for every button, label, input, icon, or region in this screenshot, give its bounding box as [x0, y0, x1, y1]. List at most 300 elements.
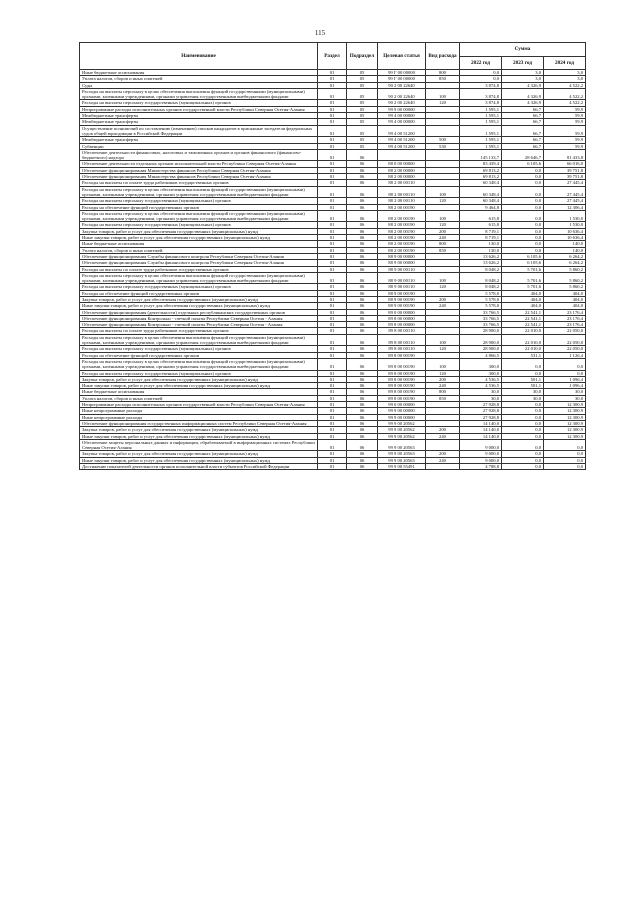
- cell-target: 88 2 00 00190: [378, 204, 426, 210]
- cell-target: 99 9 00 20562: [378, 433, 426, 439]
- cell-2022: 14 140,0: [460, 427, 502, 433]
- cell-name: Иные бюджетные ассигнования: [80, 389, 318, 395]
- cell-podrazdel: 06: [347, 334, 378, 346]
- cell-2023: 3,0: [502, 70, 544, 76]
- cell-2024: 0,0: [544, 464, 586, 470]
- cell-2023: 0,0: [502, 370, 544, 376]
- cell-2023: 6 105,6: [502, 161, 544, 167]
- cell-podrazdel: 06: [347, 180, 378, 186]
- cell-expense-type: 200: [426, 376, 460, 382]
- cell-target: 88 2 00 00190: [378, 210, 426, 222]
- cell-name: Иные закупки товаров, работ и услуг для обеспечения государственных (муниципальных) нужд: [80, 303, 318, 309]
- cell-2024: 59,9: [544, 125, 586, 137]
- cell-razdel: 01: [318, 457, 347, 463]
- cell-podrazdel: 06: [347, 370, 378, 376]
- cell-2023: 0,0: [502, 402, 544, 408]
- table-row: [80, 88, 586, 100]
- cell-podrazdel: 06: [347, 408, 378, 414]
- cell-2024: 27 445,4: [544, 180, 586, 186]
- cell-2024: 1 126,4: [544, 352, 586, 358]
- cell-2024: 23 176,4: [544, 309, 586, 315]
- cell-2022: 28 900,0: [460, 328, 502, 334]
- cell-podrazdel: 06: [347, 290, 378, 296]
- cell-expense-type: 200: [426, 427, 460, 433]
- cell-razdel: 01: [318, 228, 347, 234]
- cell-target: 89 0 00 00000: [378, 309, 426, 315]
- cell-2022: 5 578,0: [460, 303, 502, 309]
- cell-name: Расходы на выплаты персоналу в целях обеспечения выполнения функций государственными (муниципальными) органами, казенными учреждениями, органами управления государственными внебюджетными фондами: [80, 272, 318, 284]
- cell-razdel: 01: [318, 272, 347, 284]
- cell-2022: 14 140,0: [460, 433, 502, 439]
- cell-2024: 22 050,0: [544, 334, 586, 346]
- table-body: [80, 70, 586, 470]
- cell-name: Достижение показателей деятельности органов исполнительной власти субъектов Российской Федерации: [80, 464, 318, 470]
- cell-2024: 23 176,4: [544, 315, 586, 321]
- cell-podrazdel: 05: [347, 143, 378, 149]
- cell-name: Межбюджетные трансферты: [80, 113, 318, 119]
- cell-expense-type: 100: [426, 88, 460, 100]
- cell-razdel: 01: [318, 383, 347, 389]
- cell-expense-type: 100: [426, 358, 460, 370]
- cell-name: Обеспечение функционирования Министерства финансов Республики Северная Осетия-Алания: [80, 174, 318, 180]
- cell-podrazdel: 06: [347, 266, 378, 272]
- cell-podrazdel: 06: [347, 241, 378, 247]
- cell-2022: 615,8: [460, 210, 502, 222]
- cell-2024: 5 860,2: [544, 266, 586, 272]
- cell-2023: 22 010,0: [502, 334, 544, 346]
- cell-podrazdel: 06: [347, 420, 378, 426]
- cell-razdel: 01: [318, 303, 347, 309]
- cell-2023: 501,1: [502, 383, 544, 389]
- cell-2023: 531,1: [502, 352, 544, 358]
- cell-target: 88 9 00 00190: [378, 290, 426, 296]
- cell-razdel: 01: [318, 420, 347, 426]
- cell-2022: 28 900,0: [460, 346, 502, 352]
- cell-2024: 404,0: [544, 303, 586, 309]
- cell-2023: 6 105,6: [502, 260, 544, 266]
- cell-razdel: 01: [318, 210, 347, 222]
- cell-name: Расходы на выплаты персоналу в целях обеспечения выполнения функций государственными (муниципальными) органами, казенными учреждениями, органами управления государственными внебюджетными фондами: [80, 186, 318, 198]
- cell-2023: 3,0: [502, 76, 544, 82]
- cell-razdel: 01: [318, 334, 347, 346]
- cell-expense-type: 240: [426, 235, 460, 241]
- cell-expense-type: 100: [426, 334, 460, 346]
- cell-target: 99 9 00 00000: [378, 106, 426, 112]
- cell-expense-type: 240: [426, 457, 460, 463]
- cell-target: 88 9 00 00190: [378, 303, 426, 309]
- cell-2022: 3 874,8: [460, 82, 502, 88]
- cell-podrazdel: 06: [347, 439, 378, 451]
- cell-target: 90 2 00 22640: [378, 88, 426, 100]
- cell-target: 88 2 00 00110: [378, 180, 426, 186]
- cell-target: 88 2 00 00190: [378, 247, 426, 253]
- table-header: [80, 43, 586, 70]
- cell-2024: 12 300,9: [544, 420, 586, 426]
- cell-razdel: 01: [318, 451, 347, 457]
- table-row: [80, 186, 586, 198]
- cell-razdel: 01: [318, 346, 347, 352]
- cell-target: 90 2 00 22640: [378, 100, 426, 106]
- cell-podrazdel: 05: [347, 113, 378, 119]
- cell-2023: 22 010,0: [502, 346, 544, 352]
- cell-razdel: 01: [318, 328, 347, 334]
- header-year-2024: 2024 год: [544, 56, 586, 70]
- table-row: [80, 464, 586, 470]
- cell-expense-type: [426, 439, 460, 451]
- cell-name: Расходы на выплаты персоналу государственных (муниципальных) органов: [80, 222, 318, 228]
- cell-2024: 0,0: [544, 457, 586, 463]
- cell-name: Обеспечение деятельности отдельных органов исполнительной власти Республики Северная Осетия-Алания: [80, 161, 318, 167]
- cell-name: Обеспечение функционирования государственных информационных систем Республики Северная Осетия-Алания: [80, 420, 318, 426]
- cell-expense-type: 120: [426, 284, 460, 290]
- header-sum: Сумма: [460, 43, 586, 57]
- cell-target: 88 2 00 00190: [378, 235, 426, 241]
- header-name: Наименование: [80, 43, 318, 70]
- cell-podrazdel: 06: [347, 222, 378, 228]
- cell-podrazdel: 06: [347, 358, 378, 370]
- cell-name: Расходы на обеспечение функций государственных органов: [80, 352, 318, 358]
- cell-razdel: 01: [318, 241, 347, 247]
- cell-name: Закупка товаров, работ и услуг для обеспечения государственных (муниципальных) нужд: [80, 427, 318, 433]
- cell-name: Обеспечение функционирования Контрольно - счетной палаты Республики Северная Осетия - Алания: [80, 322, 318, 328]
- cell-2023: 0,0: [502, 457, 544, 463]
- cell-razdel: 01: [318, 149, 347, 161]
- cell-razdel: 01: [318, 161, 347, 167]
- cell-name: Иные закупки товаров, работ и услуг для обеспечения государственных (муниципальных) нужд: [80, 457, 318, 463]
- cell-name: Расходы на выплаты персоналу в целях обеспечения выполнения функций государственными (муниципальными) органами, казенными учреждениями, органами управления государственными внебюджетными фондами: [80, 358, 318, 370]
- cell-2023: 0,0: [502, 204, 544, 210]
- cell-2024: 0,0: [544, 370, 586, 376]
- cell-name: Межбюджетные трансферты: [80, 119, 318, 125]
- cell-razdel: 01: [318, 260, 347, 266]
- cell-2022: 615,8: [460, 222, 502, 228]
- cell-razdel: 01: [318, 222, 347, 228]
- cell-name: Уплата налогов, сборов и иных платежей: [80, 76, 318, 82]
- cell-expense-type: [426, 125, 460, 137]
- cell-target: 89 8 00 00000: [378, 315, 426, 321]
- cell-2024: 59,9: [544, 119, 586, 125]
- cell-2023: 4 326,9: [502, 82, 544, 88]
- table-row: [80, 210, 586, 222]
- cell-expense-type: 500: [426, 137, 460, 143]
- cell-razdel: 01: [318, 167, 347, 173]
- cell-target: 99 0 00 00000: [378, 402, 426, 408]
- cell-2023: 0,0: [502, 427, 544, 433]
- cell-2023: 0,0: [502, 247, 544, 253]
- cell-razdel: 01: [318, 180, 347, 186]
- cell-name: Обеспечение деятельности финансовых, налоговых и таможенных органов и органов финансового (финансово-бюджетного) надзора: [80, 149, 318, 161]
- cell-podrazdel: 06: [347, 414, 378, 420]
- cell-2024: 1 530,0: [544, 222, 586, 228]
- cell-2023: 0,0: [502, 241, 544, 247]
- cell-target: 88 9 00 00110: [378, 272, 426, 284]
- cell-2023: 0,0: [502, 186, 544, 198]
- cell-name: Расходы на выплаты персоналу государственных (муниципальных) органов: [80, 100, 318, 106]
- cell-podrazdel: 06: [347, 210, 378, 222]
- cell-2023: 4 326,9: [502, 88, 544, 100]
- cell-expense-type: 120: [426, 198, 460, 204]
- cell-podrazdel: 06: [347, 253, 378, 259]
- cell-2022: 5 578,0: [460, 296, 502, 302]
- cell-2023: 0,0: [502, 167, 544, 173]
- cell-target: 88 2 00 00190: [378, 241, 426, 247]
- cell-expense-type: 850: [426, 247, 460, 253]
- cell-name: Расходы на выплаты персоналу государственных (муниципальных) органов: [80, 370, 318, 376]
- cell-razdel: 01: [318, 113, 347, 119]
- cell-razdel: 01: [318, 376, 347, 382]
- cell-target: 88 9 00 00110: [378, 284, 426, 290]
- cell-2022: 9 000,0: [460, 451, 502, 457]
- cell-2022: 1 595,1: [460, 119, 502, 125]
- cell-target: 89 8 00 00110: [378, 334, 426, 346]
- cell-podrazdel: 06: [347, 427, 378, 433]
- cell-target: 89 8 00 00190: [378, 389, 426, 395]
- cell-2023: 66,7: [502, 125, 544, 137]
- cell-target: 89 8 00 00110: [378, 346, 426, 352]
- cell-2024: 4 522,2: [544, 100, 586, 106]
- cell-2024: 3,0: [544, 70, 586, 76]
- cell-target: 99 4 00 51200: [378, 125, 426, 137]
- header-podrazdel: Подраздел: [347, 43, 378, 70]
- cell-podrazdel: 06: [347, 315, 378, 321]
- cell-podrazdel: 06: [347, 198, 378, 204]
- cell-name: Иные непрограммные расходы: [80, 408, 318, 414]
- cell-expense-type: 530: [426, 143, 460, 149]
- cell-2024: 59,9: [544, 143, 586, 149]
- cell-podrazdel: 05: [347, 106, 378, 112]
- cell-2022: 0,0: [460, 70, 502, 76]
- cell-2023: 0,0: [502, 451, 544, 457]
- cell-razdel: 01: [318, 186, 347, 198]
- cell-2022: 1 595,1: [460, 106, 502, 112]
- cell-2022: 33 766,5: [460, 315, 502, 321]
- cell-target: 99 9 00 20563: [378, 439, 426, 451]
- cell-razdel: 01: [318, 358, 347, 370]
- cell-2022: 1 595,1: [460, 125, 502, 137]
- cell-target: 99 4 00 00000: [378, 113, 426, 119]
- cell-2024: 39 751,8: [544, 167, 586, 173]
- cell-2023: 0,0: [502, 414, 544, 420]
- cell-2022: 69 813,2: [460, 167, 502, 173]
- cell-target: 89 8 00 00110: [378, 328, 426, 334]
- cell-2024: 22 050,0: [544, 346, 586, 352]
- cell-2024: 0,0: [544, 451, 586, 457]
- cell-name: Расходы на обеспечение функций государственных органов: [80, 204, 318, 210]
- cell-2023: 22 541,1: [502, 309, 544, 315]
- cell-target: 88 2 00 00190: [378, 222, 426, 228]
- cell-target: 89 8 00 00190: [378, 376, 426, 382]
- cell-2023: 501,1: [502, 376, 544, 382]
- cell-podrazdel: 06: [347, 296, 378, 302]
- cell-podrazdel: 06: [347, 204, 378, 210]
- cell-podrazdel: 05: [347, 70, 378, 76]
- cell-razdel: 01: [318, 395, 347, 401]
- header-target: Целевая статья: [378, 43, 426, 70]
- cell-name: Закупка товаров, работ и услуг для обеспечения государственных (муниципальных) нужд: [80, 451, 318, 457]
- cell-razdel: 01: [318, 125, 347, 137]
- cell-podrazdel: 05: [347, 76, 378, 82]
- cell-target: 99 9 00 20562: [378, 427, 426, 433]
- cell-podrazdel: 06: [347, 322, 378, 328]
- cell-razdel: 01: [318, 70, 347, 76]
- cell-2024: 3,0: [544, 76, 586, 82]
- cell-target: 88 9 00 00110: [378, 266, 426, 272]
- cell-2024: 22 050,0: [544, 328, 586, 334]
- cell-target: 99 Г 00 00000: [378, 76, 426, 82]
- cell-podrazdel: 06: [347, 247, 378, 253]
- cell-2023: 0,0: [502, 174, 544, 180]
- cell-razdel: 01: [318, 100, 347, 106]
- cell-razdel: 01: [318, 352, 347, 358]
- cell-2022: 33 766,5: [460, 309, 502, 315]
- cell-2022: 8 048,2: [460, 272, 502, 284]
- cell-name: Расходы на выплаты персоналу в целях обеспечения выполнения функций государственными (муниципальными) органами, казенными учреждениями, органами управления государственными внебюджетными фондами: [80, 88, 318, 100]
- cell-2024: 66 016,0: [544, 161, 586, 167]
- cell-name: Расходы на обеспечение функций государственных органов: [80, 290, 318, 296]
- cell-razdel: 01: [318, 76, 347, 82]
- cell-target: 88 2 00 00190: [378, 228, 426, 234]
- cell-2024: 0,0: [544, 439, 586, 451]
- cell-2022: 1 595,1: [460, 113, 502, 119]
- cell-2022: 4 866,5: [460, 352, 502, 358]
- cell-razdel: 01: [318, 370, 347, 376]
- cell-2024: 27 445,4: [544, 186, 586, 198]
- cell-podrazdel: 05: [347, 82, 378, 88]
- cell-name: Иные закупки товаров, работ и услуг для обеспечения государственных (муниципальных) нужд: [80, 433, 318, 439]
- cell-2024: 10 636,4: [544, 235, 586, 241]
- cell-2022: 8 719,1: [460, 228, 502, 234]
- cell-target: 89 8 00 00190: [378, 383, 426, 389]
- cell-target: 99 4 00 51200: [378, 143, 426, 149]
- cell-name: Обеспечение защиты персональных данных и информации, обрабатываемой в информационных системах Республики Северная Осетия-Алания: [80, 439, 318, 451]
- cell-razdel: 01: [318, 137, 347, 143]
- cell-2024: 6 264,2: [544, 260, 586, 266]
- cell-2024: 4 522,2: [544, 88, 586, 100]
- cell-target: 88 9 00 00000: [378, 253, 426, 259]
- cell-2023: 0,0: [502, 433, 544, 439]
- cell-podrazdel: 06: [347, 186, 378, 198]
- cell-2023: 66,7: [502, 106, 544, 112]
- cell-2022: 0,0: [460, 76, 502, 82]
- cell-2023: 30,0: [502, 395, 544, 401]
- cell-name: Иные бюджетные ассигнования: [80, 241, 318, 247]
- cell-razdel: 01: [318, 284, 347, 290]
- cell-name: Обеспечение функционирования (деятельности) отдельных республиканских государственных органов: [80, 309, 318, 315]
- cell-2024: 404,0: [544, 290, 586, 296]
- cell-2024: 39 751,8: [544, 174, 586, 180]
- header-expense-type: Вид расхода: [426, 43, 460, 70]
- cell-2022: 60 348,4: [460, 186, 502, 198]
- cell-target: 99 9 00 20562: [378, 420, 426, 426]
- cell-target: 99 4 00 51200: [378, 137, 426, 143]
- cell-expense-type: 120: [426, 222, 460, 228]
- cell-name: Закупка товаров, работ и услуг для обеспечения государственных (муниципальных) нужд: [80, 376, 318, 382]
- cell-expense-type: 240: [426, 433, 460, 439]
- cell-2022: 83 439,4: [460, 161, 502, 167]
- table-row: [80, 439, 586, 451]
- cell-2024: 10 636,4: [544, 228, 586, 234]
- cell-name: Расходы на выплаты персоналу государственных (муниципальных) органов: [80, 198, 318, 204]
- cell-2024: 23 176,4: [544, 322, 586, 328]
- cell-2023: 66,7: [502, 113, 544, 119]
- cell-target: [378, 149, 426, 161]
- cell-2022: 8 048,2: [460, 266, 502, 272]
- cell-name: Расходы на выплаты персоналу государственных (муниципальных) органов: [80, 284, 318, 290]
- cell-2024: 1 530,0: [544, 210, 586, 222]
- cell-2022: 3 874,8: [460, 100, 502, 106]
- cell-target: 89 8 00 00190: [378, 352, 426, 358]
- cell-2022: 4 788,8: [460, 464, 502, 470]
- cell-target: 99 9 00 20563: [378, 457, 426, 463]
- cell-2023: 22 541,1: [502, 322, 544, 328]
- table-row: [80, 272, 586, 284]
- cell-2022: 27 928,8: [460, 414, 502, 420]
- cell-2024: 0,0: [544, 358, 586, 370]
- cell-razdel: 01: [318, 82, 347, 88]
- cell-podrazdel: 06: [347, 457, 378, 463]
- cell-podrazdel: 06: [347, 383, 378, 389]
- cell-name: Непрограммные расходы исполнительных органов государственной власти Республики Северная Осетия-Алания: [80, 106, 318, 112]
- cell-2022: 5 578,0: [460, 290, 502, 296]
- cell-razdel: 01: [318, 389, 347, 395]
- cell-expense-type: 240: [426, 303, 460, 309]
- cell-name: Расходы на выплаты по оплате труда работников государственных органов: [80, 266, 318, 272]
- cell-2023: 0,0: [502, 464, 544, 470]
- cell-2023: 0,0: [502, 198, 544, 204]
- cell-2024: 12 300,9: [544, 402, 586, 408]
- cell-2022: 1 595,1: [460, 143, 502, 149]
- cell-2022: 30,0: [460, 395, 502, 401]
- cell-2022: 145 133,7: [460, 149, 502, 161]
- cell-podrazdel: 06: [347, 167, 378, 173]
- cell-target: 88 0 00 00000: [378, 161, 426, 167]
- cell-target: 99 9 00 00000: [378, 414, 426, 420]
- cell-target: 99 9 00 20563: [378, 451, 426, 457]
- cell-expense-type: 200: [426, 451, 460, 457]
- cell-name: Субвенции: [80, 143, 318, 149]
- cell-razdel: 01: [318, 439, 347, 451]
- cell-podrazdel: 06: [347, 149, 378, 161]
- cell-razdel: 01: [318, 253, 347, 259]
- cell-2024: 12 300,9: [544, 433, 586, 439]
- cell-2022: 27 928,8: [460, 402, 502, 408]
- cell-expense-type: 100: [426, 210, 460, 222]
- cell-2022: 69 813,2: [460, 174, 502, 180]
- cell-target: 99 9 00 55491: [378, 464, 426, 470]
- cell-2022: 28 900,0: [460, 334, 502, 346]
- cell-2023: 5 701,6: [502, 272, 544, 284]
- cell-name: Уплата налогов, сборов и иных платежей: [80, 395, 318, 401]
- cell-razdel: 01: [318, 88, 347, 100]
- cell-2022: 30,0: [460, 389, 502, 395]
- cell-2023: 0,0: [502, 180, 544, 186]
- cell-razdel: 01: [318, 464, 347, 470]
- cell-2022: 3 874,8: [460, 88, 502, 100]
- cell-2023: 66,7: [502, 119, 544, 125]
- cell-2023: 404,0: [502, 290, 544, 296]
- cell-2023: 4 326,9: [502, 100, 544, 106]
- cell-razdel: 01: [318, 322, 347, 328]
- cell-expense-type: [426, 149, 460, 161]
- cell-podrazdel: 06: [347, 352, 378, 358]
- cell-2023: 0,0: [502, 408, 544, 414]
- cell-2023: 30,0: [502, 389, 544, 395]
- cell-2023: 0,0: [502, 210, 544, 222]
- cell-podrazdel: 06: [347, 309, 378, 315]
- cell-2024: 27 445,4: [544, 198, 586, 204]
- cell-podrazdel: 06: [347, 389, 378, 395]
- cell-target: 99 Г 00 00000: [378, 70, 426, 76]
